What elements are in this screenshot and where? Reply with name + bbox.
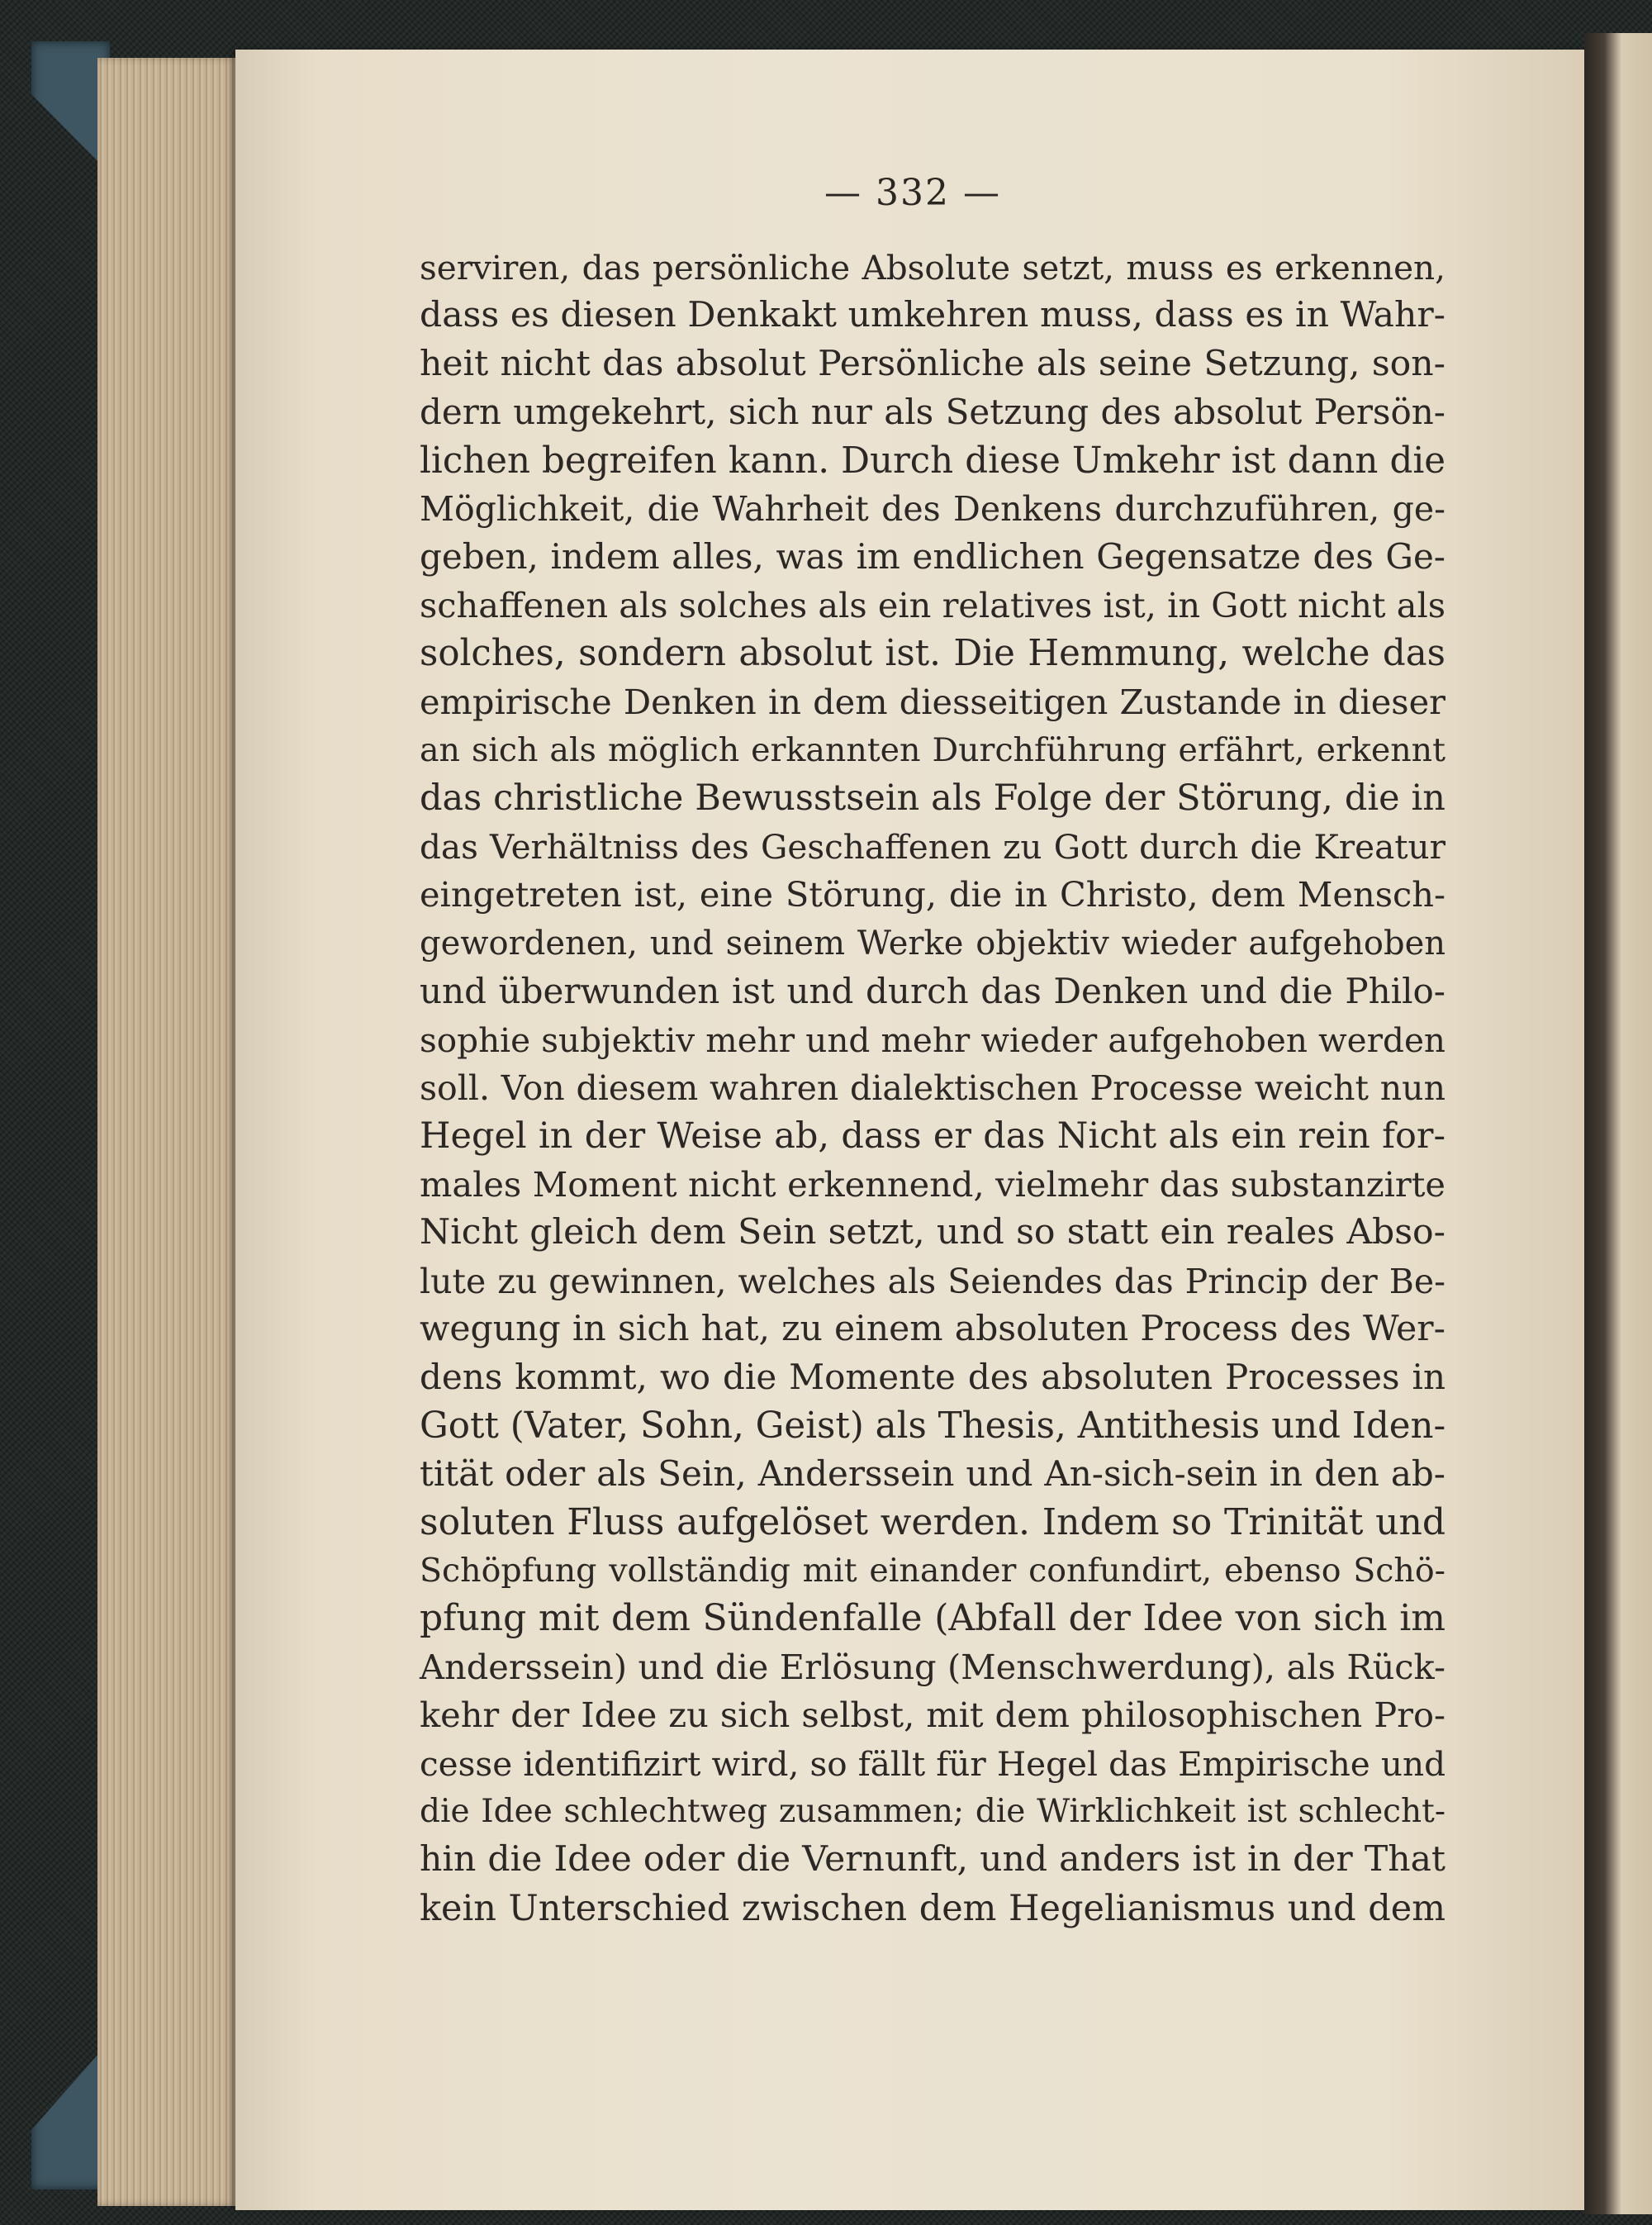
text-line: dens kommt, wo die Momente des absoluten Processes in xyxy=(420,1357,1446,1398)
text-line: wegung in sich hat, zu einem absoluten Process des Wer- xyxy=(420,1308,1446,1349)
text-line: cesse identifizirt wird, so fällt für Hegel das Empirische und xyxy=(420,1743,1446,1784)
text-line: sophie subjektiv mehr und mehr wieder aufgehoben werden xyxy=(420,1020,1446,1060)
text-line: geben, indem alles, was im endlichen Gegensatze des Ge- xyxy=(420,536,1446,578)
text-line: Schöpfung vollständig mit einander confundirt, ebenso Schö- xyxy=(420,1551,1446,1590)
text-line: kein Unterschied zwischen dem Hegelianismus und dem xyxy=(420,1887,1446,1929)
text-line: Anderssein) und die Erlösung (Menschwerdung), als Rück- xyxy=(420,1646,1446,1687)
text-line: Möglichkeit, die Wahrheit des Denkens durchzuführen, ge- xyxy=(420,489,1446,530)
text-line: kehr der Idee zu sich selbst, mit dem philosophischen Pro- xyxy=(420,1695,1446,1736)
text-line: empirische Denken in dem diesseitigen Zustande in dieser xyxy=(420,681,1446,722)
text-line: an sich als möglich erkannten Durchführung erfährt, erkennt xyxy=(420,731,1446,770)
book-gutter xyxy=(1584,33,1652,2214)
text-line: lute zu gewinnen, welches als Seiendes das Princip der Be- xyxy=(420,1261,1446,1301)
text-line: die Idee schlechtweg zusammen; die Wirklichkeit ist schlecht- xyxy=(420,1793,1446,1830)
text-line: das christliche Bewusstsein als Folge der Störung, die in xyxy=(420,777,1446,820)
text-line: und überwunden ist und durch das Denken und die Philo- xyxy=(420,971,1446,1012)
text-line: schaffenen als solches als ein relatives ist, in Gott nicht als xyxy=(420,584,1446,625)
text-line: Gott (Vater, Sohn, Geist) als Thesis, Antithesis und Iden- xyxy=(420,1405,1446,1447)
page-number-text: — 332 — xyxy=(824,172,1001,214)
text-line: das Verhältniss des Geschaffenen zu Gott durch die Kreatur xyxy=(420,826,1446,867)
text-line: soll. Von diesem wahren dialektischen Processe weicht nun xyxy=(420,1067,1446,1108)
text-line: pfung mit dem Sündenfalle (Abfall der Idee von sich im xyxy=(420,1597,1446,1640)
text-line: serviren, das persönliche Absolute setzt, muss es erkennen, xyxy=(420,248,1446,288)
text-line: Hegel in der Weise ab, dass er das Nicht als ein rein for- xyxy=(420,1115,1446,1158)
page-number xyxy=(235,172,1590,214)
text-line: dern umgekehrt, sich nur als Setzung des absolut Persön- xyxy=(420,392,1446,433)
text-line: soluten Fluss aufgelöset werden. Indem so Trinität und xyxy=(420,1500,1446,1543)
text-line: solches, sondern absolut ist. Die Hemmung, welche das xyxy=(420,633,1446,675)
text-line: males Moment nicht erkennend, vielmehr das substanzirte xyxy=(420,1163,1446,1205)
text-line: heit nicht das absolut Persönliche als seine Setzung, son- xyxy=(420,343,1446,384)
text-line: lichen begreifen kann. Durch diese Umkehr ist dann die xyxy=(420,440,1446,482)
body-text xyxy=(420,244,1446,1933)
text-line: tität oder als Sein, Anderssein und An-sich-sein in den ab- xyxy=(420,1453,1446,1495)
text-line: hin die Idee oder die Vernunft, und anders ist in der That xyxy=(420,1839,1446,1880)
text-line: dass es diesen Denkakt umkehren muss, dass es in Wahr- xyxy=(420,295,1446,336)
text-line: Nicht gleich dem Sein setzt, und so statt ein reales Abso- xyxy=(420,1212,1446,1253)
text-line: gewordenen, und seinem Werke objektiv wieder aufgehoben xyxy=(420,924,1446,963)
page-stack-edge xyxy=(97,58,238,2206)
text-line: eingetreten ist, eine Störung, die in Christo, dem Mensch- xyxy=(420,874,1446,915)
